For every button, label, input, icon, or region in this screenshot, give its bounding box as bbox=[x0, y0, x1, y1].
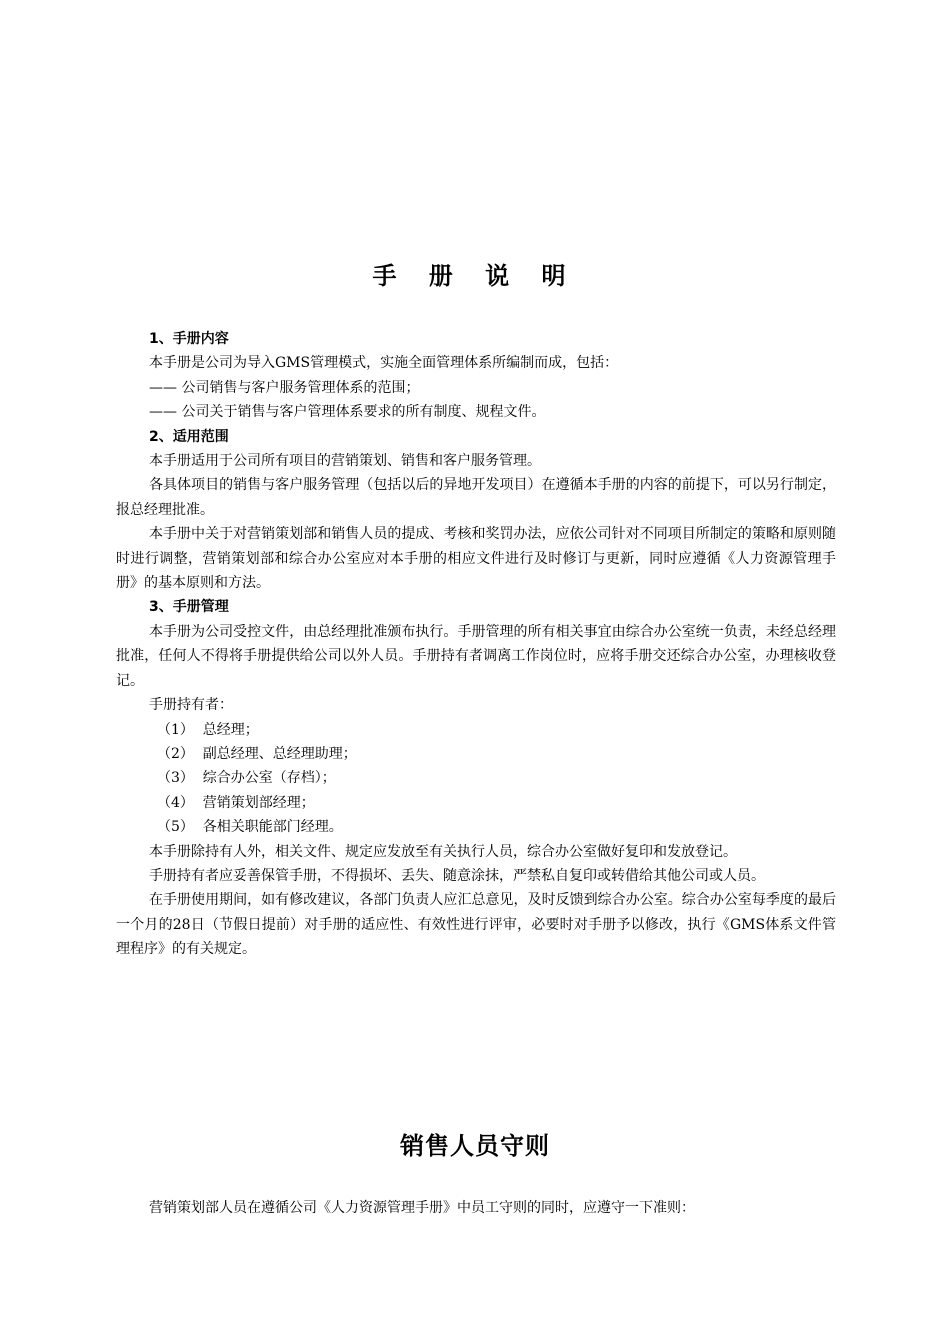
paragraph: 本手册为公司受控文件，由总经理批准颁布执行。手册管理的所有相关事宜由综合办公室统一负责，未经总经理批准，任何人不得将手册提供给公司以外人员。手册持有者调离工作岗位时，应将手册交还综合办公室，办理核收登记。 bbox=[116, 623, 836, 689]
holder-list-item: （4） 营销策划部经理； bbox=[157, 794, 315, 811]
section-heading-contents: 1、手册内容 bbox=[149, 331, 229, 347]
manual-description-title: 手 册 说 明 bbox=[372, 262, 578, 290]
paragraph: 各具体项目的销售与客户服务管理（包括以后的异地开发项目）在遵循本手册的内容的前提下，可以另行制定，报总经理批准。 bbox=[116, 477, 836, 518]
dash-item: —— 公司关于销售与客户管理体系要求的所有制度、规程文件。 bbox=[149, 404, 546, 421]
paragraph: 本手册除持有人外，相关文件、规定应发放至有关执行人员，综合办公室做好复印和发放登记。 bbox=[149, 843, 737, 860]
paragraph: 在手册使用期间，如有修改建议，各部门负责人应汇总意见，及时反馈到综合办公室。综合办公室每季度的最后一个月的28日（节假日提前）对手册的适应性、有效性进行评审，必要时对手册予以修改，执行《GMS体系文件管理程序》的有关规定。 bbox=[116, 892, 836, 958]
holder-list-item: （3） 综合办公室（存档）； bbox=[157, 770, 336, 787]
section-heading-scope: 2、适用范围 bbox=[149, 428, 229, 445]
paragraph: 手册持有者： bbox=[149, 697, 233, 714]
section-heading-management: 3、手册管理 bbox=[149, 599, 229, 616]
holder-list-item: （5） 各相关职能部门经理。 bbox=[157, 819, 343, 836]
paragraph: 本手册是公司为导入GMS管理模式，实施全面管理体系所编制而成，包括： bbox=[149, 355, 619, 372]
paragraph: 本手册中关于对营销策划部和销售人员的提成、考核和奖罚办法，应依公司针对不同项目所制定的策略和原则随时进行调整，营销策划部和综合办公室应对本手册的相应文件进行及时修订与更新，同时应遵循《人力资源管理手册》的基本原则和方法。 bbox=[116, 526, 836, 592]
sales-rules-title: 销售人员守则 bbox=[400, 1132, 550, 1160]
sales-rules-body bbox=[116, 1196, 836, 1220]
manual-description-body bbox=[116, 327, 836, 962]
holder-list-item: （1） 总经理； bbox=[157, 721, 259, 738]
holder-list-item: （2） 副总经理、总经理助理； bbox=[157, 745, 357, 762]
paragraph: 营销策划部人员在遵循公司《人力资源管理手册》中员工守则的同时，应遵守一下准则： bbox=[149, 1200, 695, 1216]
paragraph: 本手册适用于公司所有项目的营销策划、销售和客户服务管理。 bbox=[149, 453, 541, 470]
paragraph: 手册持有者应妥善保管手册，不得损坏、丢失、随意涂抹，严禁私自复印或转借给其他公司或人员。 bbox=[149, 867, 765, 884]
dash-item: —— 公司销售与客户服务管理体系的范围； bbox=[149, 379, 420, 396]
